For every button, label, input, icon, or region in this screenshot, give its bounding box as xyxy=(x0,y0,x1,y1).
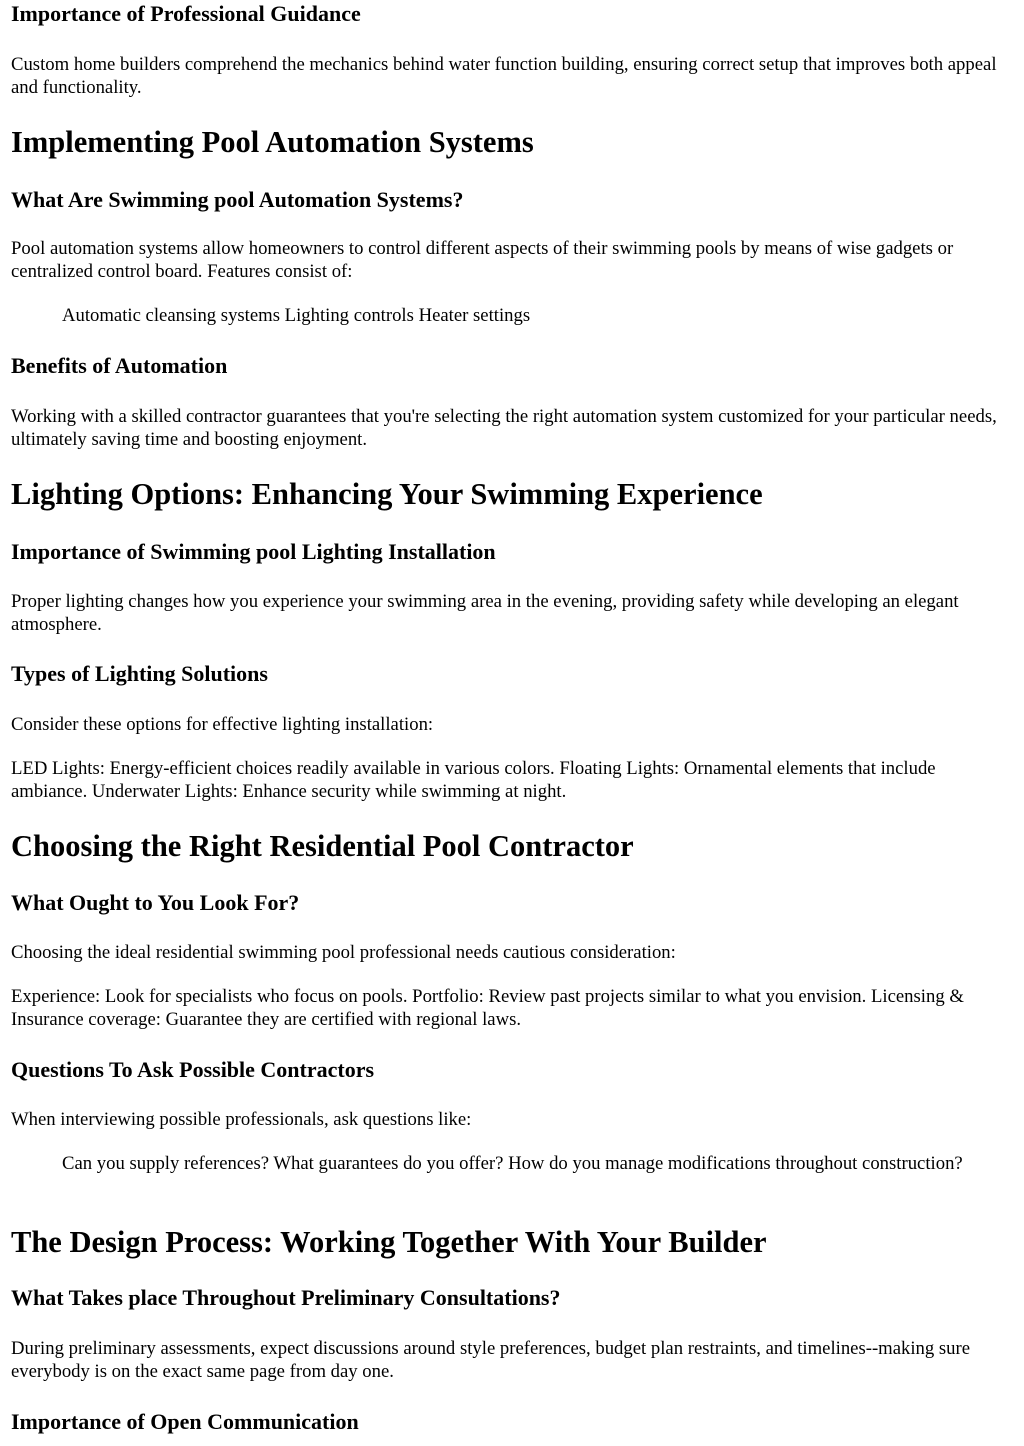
paragraph-contractor-criteria: Experience: Look for specialists who focus on pools. Portfolio: Review past projects similar to what you envision. Licensing & Insurance coverage: Guarantee they are certified with regional laws. xyxy=(11,986,964,1030)
blockquote-automation-features: Automatic cleansing systems Lighting controls Heater settings xyxy=(62,305,531,326)
paragraph-automation-intro: Pool automation systems allow homeowners to control different aspects of their swimming pools by means of wise gadgets or centralized control board. Features consist of: xyxy=(11,238,954,282)
heading-pool-automation: Implementing Pool Automation Systems xyxy=(11,125,534,159)
paragraph-lighting-consider: Consider these options for effective lighting installation: xyxy=(11,714,434,735)
heading-professional-guidance: Importance of Professional Guidance xyxy=(11,1,361,26)
heading-what-to-look-for: What Ought to You Look For? xyxy=(11,890,300,915)
heading-what-are-automation: What Are Swimming pool Automation Systems? xyxy=(11,187,464,212)
heading-open-communication: Importance of Open Communication xyxy=(11,1409,359,1434)
heading-preliminary-consultations: What Takes place Throughout Preliminary Consultations? xyxy=(11,1285,561,1310)
paragraph-benefits-automation: Working with a skilled contractor guarantees that you're selecting the right automation system customized for your particular needs, ultimately saving time and boosting enjoyment. xyxy=(11,406,997,450)
paragraph-choosing-ideal: Choosing the ideal residential swimming pool professional needs cautious consideration: xyxy=(11,942,676,963)
heading-choosing-contractor: Choosing the Right Residential Pool Contractor xyxy=(11,829,634,863)
heading-questions-to-ask: Questions To Ask Possible Contractors xyxy=(11,1057,375,1082)
paragraph-professional-guidance: Custom home builders comprehend the mechanics behind water function building, ensuring correct setup that improves both appeal and functionality. xyxy=(11,54,997,98)
paragraph-lighting-importance: Proper lighting changes how you experience your swimming area in the evening, providing safety while developing an elegant atmosphere. xyxy=(11,591,959,635)
blockquote-contractor-questions: Can you supply references? What guarantees do you offer? How do you manage modifications throughout construction? xyxy=(62,1153,963,1174)
heading-benefits-automation: Benefits of Automation xyxy=(11,353,228,378)
heading-lighting-types: Types of Lighting Solutions xyxy=(11,661,268,686)
paragraph-interviewing: When interviewing possible professionals, ask questions like: xyxy=(11,1109,472,1130)
heading-design-process: The Design Process: Working Together With Your Builder xyxy=(11,1225,767,1259)
paragraph-preliminary-assessments: During preliminary assessments, expect discussions around style preferences, budget plan restraints, and timelines--making sure everybody is on the exact same page from day one. xyxy=(11,1338,971,1382)
heading-lighting-importance: Importance of Swimming pool Lighting Installation xyxy=(11,539,496,564)
heading-lighting-options: Lighting Options: Enhancing Your Swimming Experience xyxy=(11,477,763,511)
paragraph-lighting-list: LED Lights: Energy-efficient choices readily available in various colors. Floating Lights: Ornamental elements that include ambiance. Underwater Lights: Enhance security while swimming at night. xyxy=(11,758,936,802)
